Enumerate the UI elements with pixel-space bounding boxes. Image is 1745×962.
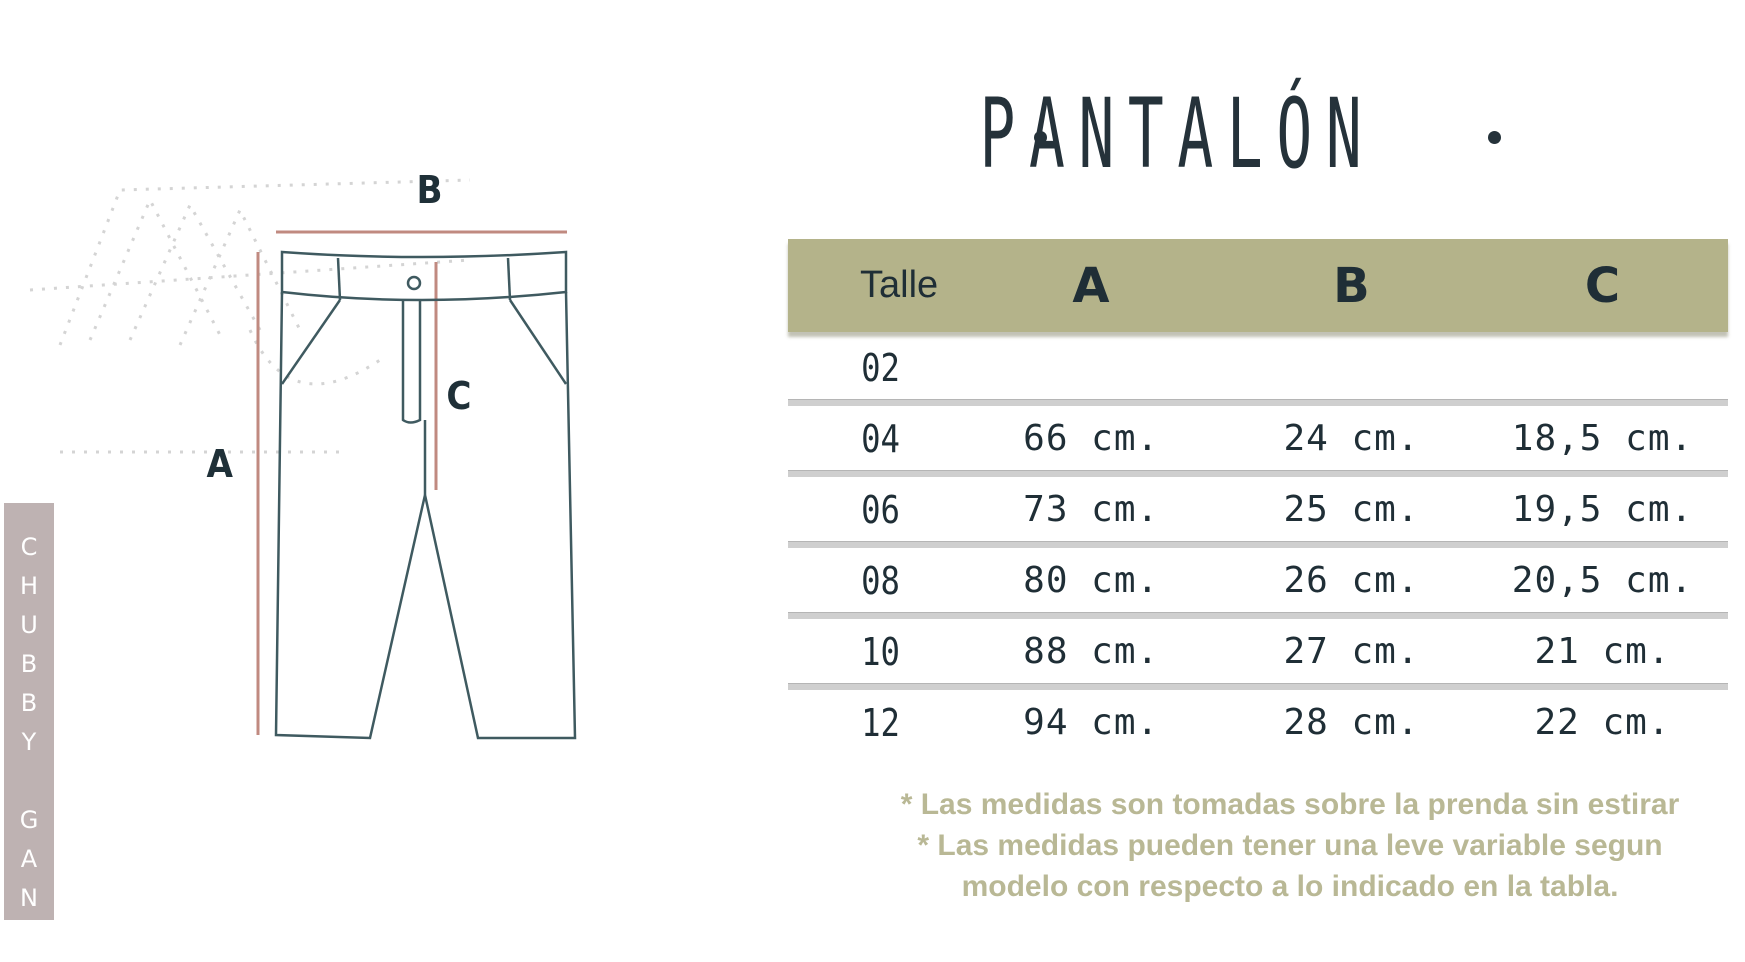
cell-talle: 10: [861, 629, 901, 674]
table-row: [788, 545, 1728, 616]
cell-a: 73 cm.: [1023, 489, 1160, 530]
label-b: B: [416, 168, 443, 212]
page-title: PANTALÓN: [979, 78, 1376, 190]
table-header-row: [788, 239, 1728, 332]
table-row: [788, 403, 1728, 474]
cell-a: 66 cm.: [1023, 418, 1160, 459]
label-a: A: [206, 442, 233, 486]
cell-a: 88 cm.: [1023, 631, 1160, 672]
table-row: [788, 687, 1728, 758]
cell-talle: 04: [861, 416, 901, 461]
note-line: * Las medidas pueden tener una leve variable segun: [917, 829, 1663, 862]
table-row: [788, 616, 1728, 687]
brand-side-text: CHUBBY GANG: [15, 533, 43, 962]
note-line: modelo con respecto a lo indicado en la tabla.: [961, 870, 1619, 903]
table-row: [788, 332, 1728, 403]
header-a: A: [1072, 257, 1110, 314]
cell-c: 19,5 cm.: [1511, 489, 1694, 530]
cell-b: 28 cm.: [1283, 702, 1420, 743]
note-line: * Las medidas son tomadas sobre la prenda sin estirar: [900, 788, 1680, 821]
cell-b: 25 cm.: [1283, 489, 1420, 530]
pants-drawing: [0, 0, 700, 923]
brand-side-tag: [4, 503, 54, 962]
cell-talle: 12: [861, 700, 901, 745]
pants-diagram: [0, 0, 700, 923]
size-table: [788, 239, 1728, 758]
cell-talle: 06: [861, 487, 901, 532]
cell-c: 21 cm.: [1534, 631, 1671, 672]
header-talle: Talle: [860, 264, 939, 306]
cell-talle: 02: [861, 345, 901, 390]
cell-a: 80 cm.: [1023, 560, 1160, 601]
cell-a: 94 cm.: [1023, 702, 1160, 743]
cell-c: 18,5 cm.: [1511, 418, 1694, 459]
cell-b: 27 cm.: [1283, 631, 1420, 672]
header-c: C: [1584, 257, 1621, 314]
title-dot-right: [1488, 131, 1501, 144]
cell-talle: 08: [861, 558, 901, 603]
table-row: [788, 474, 1728, 545]
cell-c: 20,5 cm.: [1511, 560, 1694, 601]
cell-b: 26 cm.: [1283, 560, 1420, 601]
pants-outline: [276, 252, 575, 738]
header-b: B: [1333, 257, 1370, 314]
label-c: C: [446, 374, 472, 418]
measurement-notes: [880, 784, 1700, 907]
cell-c: 22 cm.: [1534, 702, 1671, 743]
cell-b: 24 cm.: [1283, 418, 1420, 459]
